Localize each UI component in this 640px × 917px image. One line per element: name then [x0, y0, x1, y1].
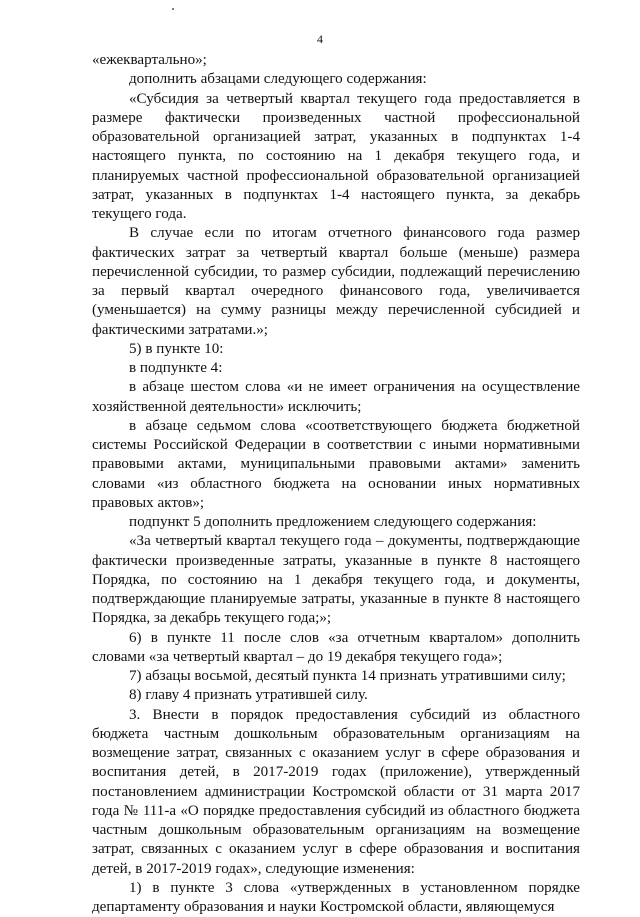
paragraph: «За четвертый квартал текущего года – документы, подтверждающие фактически произведенные затраты, указанные в пункте 8 настоящего Порядка, по состоянию на 1 декабря текущего года, и документы, подтверждающие планируемые затраты, указанные в пункте 8 настоящего Порядка, за декабрь текущего года;»; [92, 533, 580, 627]
paragraph: в абзаце седьмом слова «соответствующего бюджета бюджетной системы Российской Федерации в соответствии с иными нормативными правовыми актами, муниципальными правовыми актами» заменить словами «из областного бюджета на основании иных нормативных правовых актов»; [92, 417, 580, 511]
scan-speck [172, 8, 174, 10]
document-body [92, 51, 580, 917]
paragraph: подпункт 5 дополнить предложением следующего содержания: [129, 514, 537, 530]
paragraph: 6) в пункте 11 после слов «за отчетным кварталом» дополнить словами «за четвертый квартал – до 19 декабря текущего года»; [92, 629, 580, 665]
paragraph: 1) в пункте 3 слова «утвержденных в установленном порядке департаменту образования и науки Костромской области, являющемуся [92, 879, 580, 915]
paragraph: дополнить абзацами следующего содержания: [129, 71, 427, 88]
paragraph: 8) главу 4 признать утратившей силу. [129, 687, 368, 704]
paragraph: В случае если по итогам отчетного финансового года размер фактических затрат за четвертый квартал больше (меньше) размера перечисленной субсидии, то размер субсидии, подлежащий перечислению за первый квартал очередного финансового года, увеличивается (уменьшается) на сумму разницы между перечисленной субсидией и фактическими затратами.»; [92, 225, 580, 338]
paragraph: 3. Внести в порядок предоставления субсидий из областного бюджета частным дошкольным образовательным организациям на возмещение затрат, связанных с оказанием услуг в сфере образования и воспитания детей, в 2017-2019 годах (приложение), утвержденный постановлением администрации Костромской области от 31 марта 2017 года № 111-а «О порядке предоставления субсидий из областного бюджета частным дошкольным образовательным организациям на возмещение затрат, связанных с оказанием услуг в сфере образования и воспитания детей, в 2017-2019 годах», следующие изменения: [92, 706, 580, 877]
paragraph: «ежеквартально»; [92, 52, 207, 68]
paragraph: в абзаце шестом слова «и не имеет ограничения на осуществление хозяйственной деятельности» исключить; [92, 379, 580, 415]
paragraph: в подпункте 4: [129, 360, 223, 376]
paragraph: «Субсидия за четвертый квартал текущего года предоставляется в размере фактически произведенных частной профессиональной образовательной организацией затрат, указанных в подпунктах 1-4 настоящего пункта, по состоянию на 1 декабря текущего года, и планируемых частной профессиональной образовательной организацией затрат, указанных в подпунктах 1-4 настоящего пункта, за декабрь текущего года. [92, 90, 580, 222]
paragraph: 5) в пункте 10: [129, 340, 224, 357]
paragraph: 7) абзацы восьмой, десятый пункта 14 признать утратившими силу; [129, 668, 566, 684]
page-number: 4 [317, 32, 323, 46]
